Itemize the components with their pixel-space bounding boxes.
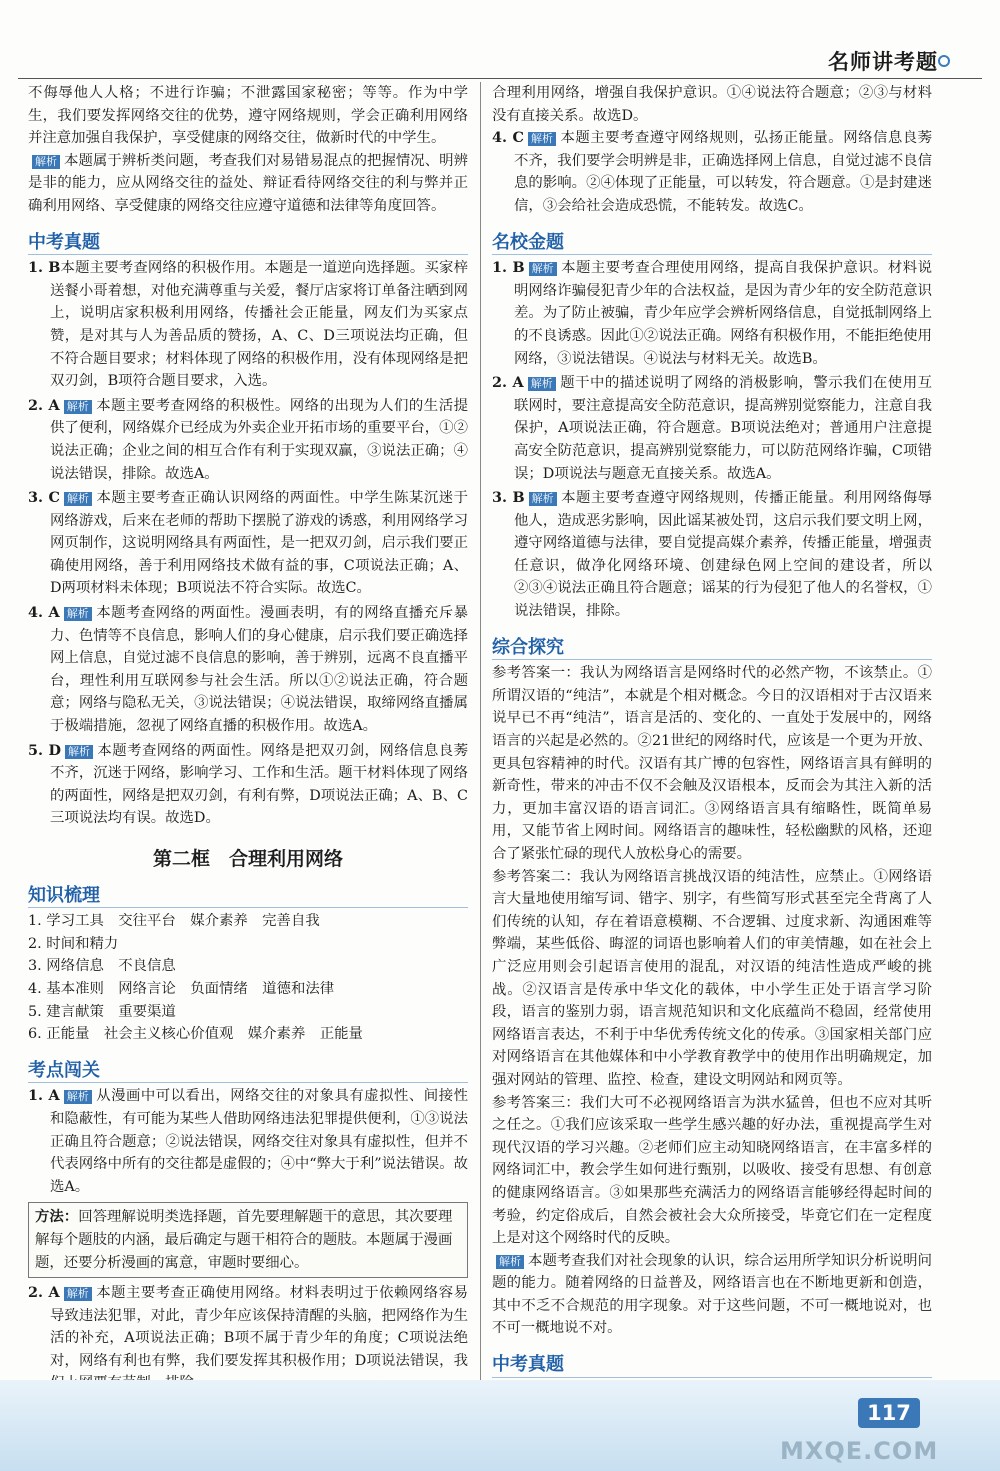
answer-item xyxy=(28,1085,468,1198)
intro-analysis: 解析 本题属于辨析类问题，考查我们对易错易混点的把握情况、明辨是非的能力，应从网络交往的益处、辩证看待网络交往的利与弊并正确利用网络、享受健康的网络交往应遵守道德和法律等角度回答。 xyxy=(28,152,468,214)
analysis-tag: 解析 xyxy=(64,492,92,506)
analysis-tag: 解析 xyxy=(529,492,557,506)
item-number: 2. A xyxy=(492,374,524,392)
item-number: 3. C xyxy=(28,489,60,507)
answer-item xyxy=(492,127,932,217)
item-number: 1. B xyxy=(28,259,61,277)
method-label: 方法： xyxy=(35,1209,79,1226)
answer-item xyxy=(492,487,932,623)
page-header xyxy=(0,0,1000,82)
section-title-zhongkao-2: 中考真题 xyxy=(492,1354,932,1378)
item-number: 3. B xyxy=(492,489,525,507)
answer-item xyxy=(28,740,468,830)
item-text: 本题主要考查正确使用网络。材料表明过于依赖网络容易导致违法犯罪，对此，青少年应该保持清醒的头脑，把网络作为生活的补充，A项说法正确；B项不属于青少年的角度；C项说法绝对，网络有利也有弊，我们要发挥其积极作用；D项说法错误，我 xyxy=(50,1285,468,1369)
item-text: 本题主要考查网络的积极作用。本题是一道逆向选择题。买家梓送餐小哥着想，对他充满尊重与关爱，餐厅店家将订单备注晒到网上，说明店家积极利用网络，传播社会正能量，网友们为买家点赞，是对其与人为善品质的赞扬，A、C、D三项说法均正确，但不符合题目要求；材料体现了网络的积极作用，没有体现网络是把双刃剑，B项符合题目要求，入选。 xyxy=(50,260,468,390)
answer-item xyxy=(28,1282,468,1395)
analysis-tag: 解析 xyxy=(528,377,556,391)
answer-one: 参考答案一：我认为网络语言是网络时代的必然产物，不该禁止。①所谓汉语的“纯洁”，本就是个相对概念。今日的汉语相对于古汉语来说早已不再“纯洁”，语言是活的、变化的、一直处于发展中的，网络语言的兴起是必然的。②21世纪的网络时代，应该是一个更为开放、更具包容精神的时代。汉语有其广博的包容性，网络语言具有鲜明的新奇性，带来的冲击不仅不会触及汉语根本，反而会为其注入新的活力，更加丰富汉语的语言词汇。③网络语言具有缩略性，既简单易用，又能节省上网时间。网络语言的趣味性，轻松幽默的风格，还迎合了紧张忙碌的现代人放松身心的需要。 xyxy=(492,665,932,862)
item-number: 2. A xyxy=(28,1284,60,1302)
answer-item xyxy=(28,257,468,393)
knowledge-item: 3. 网络信息 不良信息 xyxy=(28,958,176,975)
item-number: 2. A xyxy=(28,396,60,414)
item-text: 本题主要考查合理使用网络，提高自我保护意识。材料说明网络诈骗侵犯青少年的合法权益，是因为青少年的安全防范意识差。为了防止被骗，青少年应学会辨析网络信息，自觉抵制网络上的不良诱惑。因此①②说法正确。网络有积极作用，不能拒绝使用网络，③说法错误。④说法与材料无关。故选B。 xyxy=(514,260,932,367)
analysis-tag: 解析 xyxy=(64,607,92,621)
header-rule xyxy=(18,78,982,79)
item-text: 本题考查网络的两面性。漫画表明，有的网络直播充斥暴力、色情等不良信息，影响人们的身心健康，启示我们要正确选择网上信息，自觉过滤不良信息的影响，善于辨别，远离不良直播平台，理性利用互联网参与社会生活。所以①②说法正确，符合题意；网络与隐私无关，③说法错误；④说法错误，取缔网络直播属于极端措施，忽视了网络直播的积极作用。故选A。 xyxy=(50,605,468,735)
right-column xyxy=(492,82,932,1404)
item-text: 题干中的描述说明了网络的消极影响，警示我们在使用互联网时，要注意提高安全防范意识，提高辨别觉察能力，注意自我保护，A项说法正确，符合题意。B项说法绝对；普通用户注意提高安全防范意识，提高辨别觉察能力，可以防范网络诈骗，C项错误；D项说法与题意无直接关系。故选A。 xyxy=(514,375,932,482)
zonghe-analysis: 解析 本题考查我们对社会现象的认识，综合运用所学知识分析说明问题的能力。随着网络的日益普及，网络语言也在不断地更新和创造，其中不乏不合规范的用字现象。对于这些问题，不可一概地说对，也不可一概地说不对。 xyxy=(492,1252,932,1337)
header-dot-icon xyxy=(938,55,950,67)
knowledge-item: 2. 时间和精力 xyxy=(28,935,119,952)
intro-text: 不侮辱他人人格；不进行诈骗；不泄露国家秘密；等等。作为中学生，我们要发挥网络交往的优势，遵守网络规则，学会正确利用网络并注意加强自我保护，享受健康的网络交往，做新时代的中学生。 xyxy=(28,85,468,147)
analysis-tag: 解析 xyxy=(32,155,60,169)
knowledge-list xyxy=(28,910,468,1046)
analysis-tag: 解析 xyxy=(528,132,556,146)
item-number: 1. B xyxy=(492,259,525,277)
analysis-tag: 解析 xyxy=(496,1255,524,1269)
answer-item xyxy=(492,257,932,370)
item-text: 本题主要考查正确认识网络的两面性。中学生陈某沉迷于网络游戏，后来在老师的帮助下摆脱了游戏的诱惑，利用网络学习网页制作，这说明网络具有两面性，是一把双刃剑，启示我们要正确使用网络，善于利用网络技术做有益的事，C项说法正确；A、D两项材料未体现；B项说法不符合实际。故选C。 xyxy=(50,490,468,597)
section-title-kaodian: 考点闯关 xyxy=(28,1060,468,1084)
item-number: 4. A xyxy=(28,604,60,622)
continued-text: 合理利用网络，增强自我保护意识。①④说法符合题意；②③与材料没有直接关系。故选D。 xyxy=(492,85,932,124)
knowledge-item: 4. 基本准则 网络言论 负面情绪 道德和法律 xyxy=(28,980,335,997)
section-title-knowledge: 知识梳理 xyxy=(28,885,468,909)
answer-item xyxy=(28,487,468,600)
section-title-zhongkao: 中考真题 xyxy=(28,232,468,256)
analysis-tag: 解析 xyxy=(64,1287,92,1301)
knowledge-item: 5. 建言献策 重要渠道 xyxy=(28,1003,176,1020)
answer-item xyxy=(28,602,468,738)
answer-item xyxy=(492,372,932,485)
watermark: MXQE.COM xyxy=(780,1437,939,1465)
method-box xyxy=(28,1202,468,1278)
item-number: 1. A xyxy=(28,1087,60,1105)
item-number: 4. C xyxy=(492,129,524,147)
analysis-tag: 解析 xyxy=(64,1090,92,1104)
item-text: 本题考查网络的两面性。网络是把双刃剑，网络信息良莠不齐，沉迷于网络，影响学习、工作和生活。题干材料体现了网络的两面性，网络是把双刃剑，有利有弊，D项说法正确；A、B、C三项说法均有误。故选D。 xyxy=(50,742,468,827)
item-text: 本题主要考查网络的积极性。网络的出现为人们的生活提供了便利，网络媒介已经成为外卖企业开拓市场的重要平台，①②说法正确；企业之间的相互合作有利于实现双赢，③说法正确；④说法错误，排除。故选A。 xyxy=(50,397,468,482)
method-text: 回答理解说明类选择题，首先要理解题干的意思，其次要理解每个题肢的内涵，最后确定与题干相符合的题肢。本题属于漫画题，还要分析漫画的寓意，审题时要细心。 xyxy=(35,1209,453,1271)
item-text: 本题主要考查遵守网络规则，传播正能量。利用网络侮辱他人，造成恶劣影响，因此谣某被处罚，这启示我们要文明上网，遵守网络道德与法律，要自觉提高媒介素养，传播正能量，增强责任意识，做净化网络环境、创建绿色网上空间的建设者，所以②③④说法正确且符合题意；谣某的行为侵犯了他人的名誉权，①说法错误，排除。 xyxy=(514,490,932,620)
analysis-tag: 解析 xyxy=(64,400,92,414)
column-divider xyxy=(480,82,481,1392)
knowledge-item: 6. 正能量 社会主义核心价值观 媒介素养 正能量 xyxy=(28,1026,363,1043)
header-title: 名师讲考题 xyxy=(828,49,938,74)
analysis-tag: 解析 xyxy=(65,745,93,759)
item-text: 从漫画中可以看出，网络交往的对象具有虚拟性、间接性和隐蔽性，有可能为某些人借助网络违法犯罪提供便利，①③说法正确且符合题意；②说法错误，网络交往对象具有虚拟性，但并不代表网络中所有的交往都是虚假的；④中“弊大于利”说法错误。故选A。 xyxy=(50,1088,468,1195)
answer-two: 参考答案二：我认为网络语言挑战汉语的纯洁性，应禁止。①网络语言大量地使用缩写词、错字、别字，有些简写形式甚至完全背离了人们传统的认知，存在着语意模糊、不合逻辑、过度求新、沟通困难等弊端，某些低俗、晦涩的词语也影响着人们的审美情趣，如在社会上广泛应用则会引起语言使用的混乱，对汉语的纯洁性造成严峻的挑战。②汉语言是传承中华文化的载体，中小学生正处于语言学习阶段，语言的鉴别力弱，语言规范知识和文化底蕴尚不稳固，经常使用网络语言表达，不利于中华优秀传统文化的传承。③国家相关部门应对网络语言在其他媒体和中小学教育教学中的使用作出明确规定，加强对网站的管理、监控、检查，建设文明网站和网页等。 xyxy=(492,868,932,1088)
knowledge-item: 1. 学习工具 交往平台 媒介素养 完善自我 xyxy=(28,913,320,930)
page-number: 117 xyxy=(858,1398,920,1428)
item-number: 5. D xyxy=(28,741,61,759)
analysis-tag: 解析 xyxy=(529,262,557,276)
left-column xyxy=(28,82,468,1444)
section-title-zonghe: 综合探究 xyxy=(492,637,932,661)
section-title-mingxiao: 名校金题 xyxy=(492,232,932,256)
answer-three: 参考答案三：我们大可不必视网络语言为洪水猛兽，但也不应对其听之任之。①我们应该采取一些学生感兴趣的好办法，重视提高学生对现代汉语的学习兴趣。②老师们应主动知晓网络语言，在丰富多样的网络词汇中，教会学生如何进行甄别，以吸收、接受有思想、有创意的健康网络语言。③如果那些充满活力的网络语言能够经得起时间的考验，约定俗成后，自然会被社会大众所接受，毕竟它们在一定程度上是对这个网络时代的反映。 xyxy=(492,1094,932,1247)
answer-item xyxy=(28,395,468,485)
frame-title: 第二框 合理利用网络 xyxy=(152,848,343,870)
item-text: 本题主要考查遵守网络规则，弘扬正能量。网络信息良莠不齐，我们要学会明辨是非，正确选择网上信息，自觉过滤不良信息的影响。②④体现了正能量，可以转发，符合题意。①是封建迷信，③会给社会造成恐慌，不能转发。故选C。 xyxy=(514,130,932,214)
